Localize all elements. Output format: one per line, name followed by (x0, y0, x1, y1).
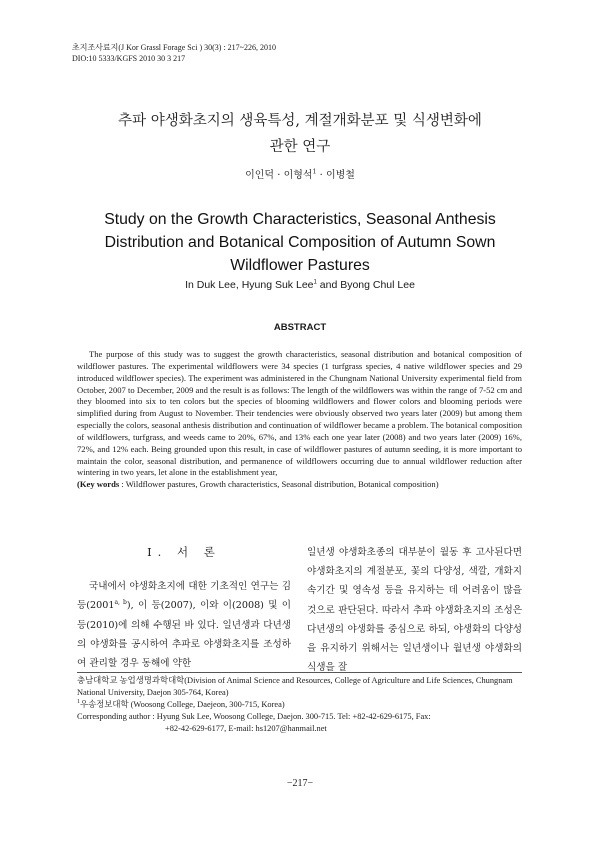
korean-authors (0, 166, 600, 181)
footnotes (77, 675, 522, 735)
body-column-left (77, 543, 291, 673)
footnote-affiliation-2 (77, 699, 522, 711)
abstract-text: The purpose of this study was to suggest the growth characteristics, seasonal distribution and botanical composition of wildflower pastures. The experimental wildflowers were 34 species (1 turfgrass species, 4 native wildflower species and 29 introduced wildflower species). The experiment was administered in the Chungnam National University experimental field from October, 2007 to December, 2009 and the result is as follows: The length of the wildflowers was within the range of 7-52 cm and they bloomed into six to ten colors but the species of blooming wildflowers and flower colors and blooming periods were simplified during from August to November. Their tendencies were obviously observed two years later (2009) but among them especially the colors, seasonal anthesis distribution and continuation of wildflower became a problem. The botanical composition of wildflowers, turfgrass, and weeds came to 20%, 67%, and 13% each one year later (2008) and two years later (2009) 16%, 72%, and 12% each. Being grounded upon this result, in case of wildflower pastures of autumn seeding, it is more important to maintain the color, seasonal distribution, and permanence of wildflowers occurring due to annual wildflower reduction after wintering in two years, let alone in the establishment year, (77, 349, 522, 478)
abstract-heading: ABSTRACT (273, 322, 327, 333)
author-1-kr: 이인덕 (245, 170, 275, 181)
keywords-label: (Key words (77, 479, 120, 490)
keywords (77, 479, 439, 489)
korean-title-line1: 추파 야생화초지의 생육특성, 계절개화분포 및 식생변화에 (118, 113, 482, 129)
intro-paragraph-right: 일년생 야생화초종의 대부분이 월동 후 고사된다면 야생화초지의 계절분포, 꽃의 다양성, 색깔, 개화지속기간 및 영속성 등을 유지하는 데 어려움이 많을 것으로 판단된다. 따라서 추파 야생화초지의 조성은 다년생의 야생화를 중심으로 하되, 야생화의 다양성을 유지하기 위해서는 일년생이나 월년생 야생화의 식생을 잘 (307, 547, 522, 674)
footnote-affiliation-1: 충남대학교 농업생명과학대학(Division of Animal Science and Resources, College of Agriculture and Life Sciences, Chungnam National University, Daejon 305-764, Korea) (77, 676, 513, 697)
intro-text-left-2: ), 이 등(2007), 이와 이(2008) 및 이 등(2010)에 의해 수행된 바 있다. 일년생과 다년생의 야생화를 공시하여 추파로 야생화초지를 조성하여 관리할 경우 동해에 약한 (77, 600, 291, 670)
author-3-kr: 이병철 (325, 170, 355, 181)
journal-header (72, 42, 276, 64)
english-title (0, 208, 600, 277)
journal-citation: 초지조사료지(J Kor Grassl Forage Sci ) 30(3) : 217~226, 2010 (72, 43, 277, 52)
english-title-line2: Distribution and Botanical Composition of Autumn Sown (104, 234, 496, 251)
citation-superscript: a, b (114, 599, 127, 607)
author-2-kr: 이형석 (283, 170, 313, 181)
footnote-mark: 1 (77, 699, 80, 706)
english-affiliation-mark: 1 (313, 279, 317, 286)
corresponding-author: Corresponding author : Hyung Suk Lee, Woosong College, Daejon. 300-715. Tel: +82-42-629-6175, Fax: (77, 711, 431, 721)
corresponding-author-contact: +82-42-629-6177, E-mail: hs1207@hanmail.net (165, 723, 327, 733)
body-column-right (307, 543, 522, 677)
author-separator: · (274, 170, 284, 181)
english-title-line3: Wildflower Pastures (230, 257, 370, 274)
korean-title (0, 108, 600, 160)
intro-text-left-1: 국내에서 야생화초지에 대한 기초적인 연구는 김 등(2001 (77, 581, 291, 612)
korean-title-line2: 관한 연구 (269, 139, 331, 155)
author-2-affiliation-mark: 1 (312, 168, 317, 176)
footnote-divider (77, 672, 522, 673)
english-title-line1: Study on the Growth Characteristics, Seasonal Anthesis (104, 211, 496, 228)
english-authors (0, 279, 600, 291)
page-number: −217− (286, 778, 314, 789)
footnote-affiliation-2-text: 우송정보대학 (Woosong College, Daejeon, 300-715, Korea) (80, 699, 285, 709)
doi: DIO:10 5333/KGFS 2010 30 3 217 (72, 54, 186, 63)
abstract-body (77, 349, 522, 491)
keywords-text: : Wildflower pastures, Growth characteristics, Seasonal distribution, Botanical composition) (119, 479, 439, 490)
author-separator: · (316, 170, 326, 181)
intro-paragraph-left (77, 577, 291, 673)
english-authors-part2: and Byong Chul Lee (316, 279, 415, 291)
section-title: Ⅰ. 서 론 (147, 545, 221, 559)
english-authors-part1: In Duk Lee, Hyung Suk Lee (185, 279, 314, 291)
